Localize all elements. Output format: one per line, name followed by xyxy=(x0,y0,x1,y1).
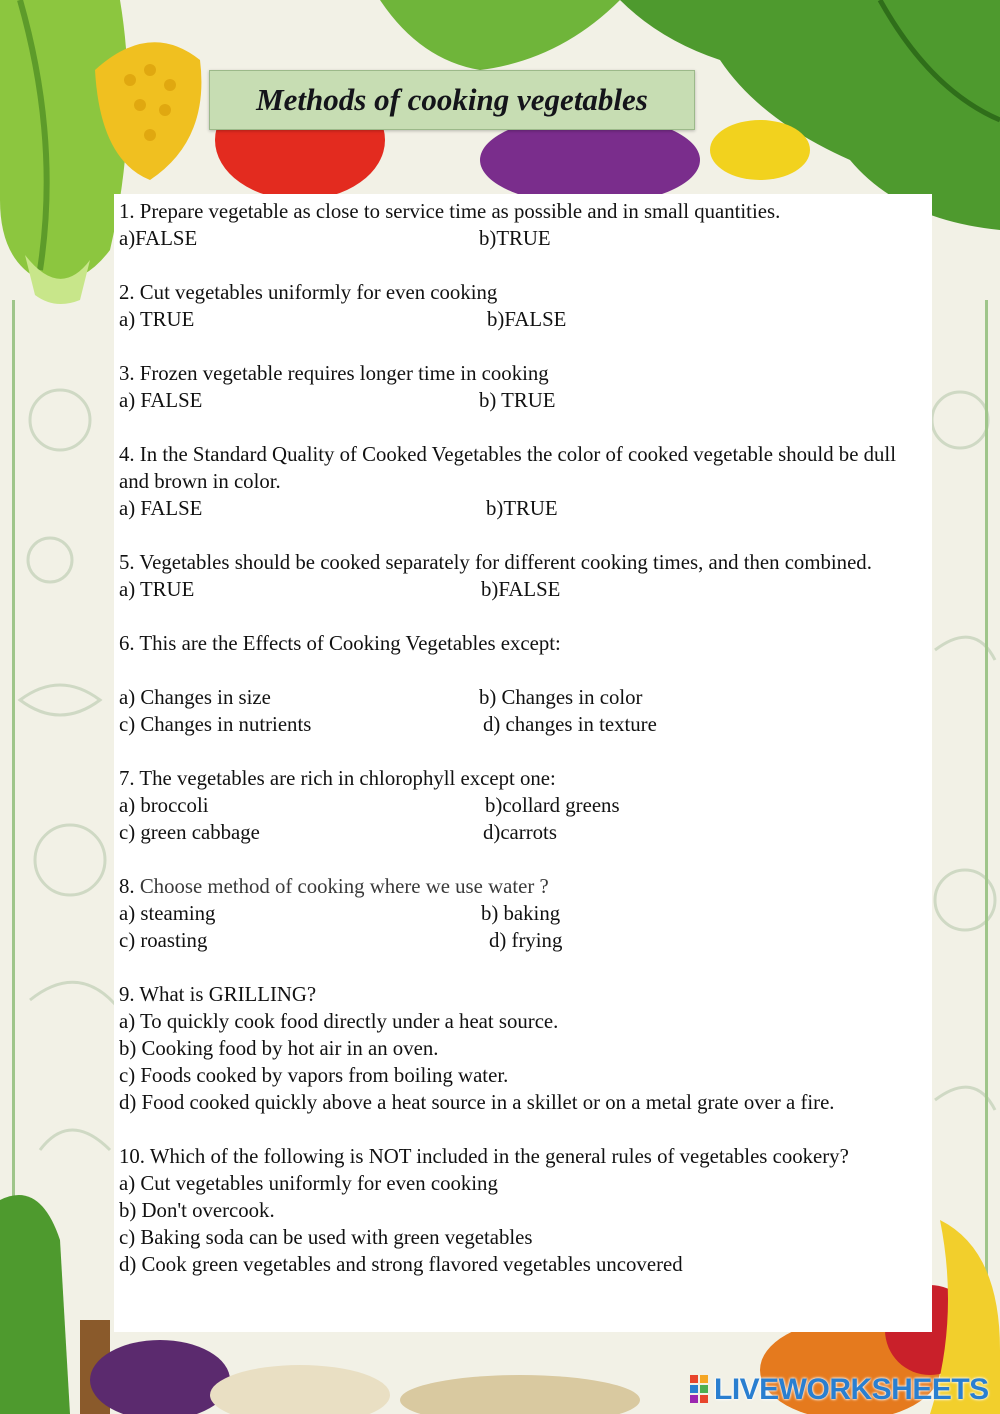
option-a[interactable]: a) Cut vegetables uniformly for even cooking xyxy=(119,1172,498,1195)
question-1 xyxy=(119,198,932,252)
option-b[interactable]: b)TRUE xyxy=(486,497,558,520)
question-text: 1. Prepare vegetable as close to service time as possible and in small quantities. xyxy=(119,200,781,223)
worksheet-body xyxy=(114,194,932,1332)
option-c[interactable]: c) green cabbage xyxy=(119,821,260,844)
option-c[interactable]: c) Changes in nutrients xyxy=(119,713,312,736)
option-d[interactable]: d) Food cooked quickly above a heat source in a skillet or on a metal grate over a fire. xyxy=(119,1091,835,1114)
question-text: 6. This are the Effects of Cooking Vegetables except: xyxy=(119,632,561,655)
question-text: 7. The vegetables are rich in chlorophyll except one: xyxy=(119,767,556,790)
option-c[interactable]: c) Foods cooked by vapors from boiling water. xyxy=(119,1064,509,1087)
option-a[interactable]: a) To quickly cook food directly under a heat source. xyxy=(119,1010,559,1033)
option-c[interactable]: c) roasting xyxy=(119,929,208,952)
question-8 xyxy=(119,873,932,954)
question-text: 3. Frozen vegetable requires longer time in cooking xyxy=(119,362,549,385)
question-2 xyxy=(119,279,932,333)
option-b[interactable]: b)collard greens xyxy=(485,794,620,817)
question-text: 5. Vegetables should be cooked separately for different cooking times, and then combined. xyxy=(119,551,872,574)
option-c[interactable]: c) Baking soda can be used with green vegetables xyxy=(119,1226,533,1249)
question-prompt: Choose method of cooking where we use water ? xyxy=(139,875,549,898)
option-d[interactable]: d)carrots xyxy=(483,821,557,844)
question-5 xyxy=(119,549,932,603)
option-a[interactable]: a)FALSE xyxy=(119,227,198,250)
option-b[interactable]: b) baking xyxy=(481,902,561,925)
option-b[interactable]: b) Cooking food by hot air in an oven. xyxy=(119,1037,439,1060)
question-10 xyxy=(119,1143,932,1278)
option-d[interactable]: d) frying xyxy=(489,929,563,952)
question-6 xyxy=(119,630,932,738)
option-b[interactable]: b) Don't overcook. xyxy=(119,1199,275,1222)
question-text: 10. Which of the following is NOT included in the general rules of vegetables cookery? xyxy=(119,1145,849,1168)
option-b[interactable]: b)TRUE xyxy=(479,227,551,250)
logo-squares-icon xyxy=(690,1375,708,1405)
option-a[interactable]: a) Changes in size xyxy=(119,686,271,709)
option-b[interactable]: b) TRUE xyxy=(479,389,556,412)
question-number: 8. xyxy=(119,875,135,898)
question-text: 9. What is GRILLING? xyxy=(119,983,317,1006)
liveworksheets-logo[interactable] xyxy=(690,1373,989,1407)
option-a[interactable]: a) FALSE xyxy=(119,389,203,412)
option-b[interactable]: b)FALSE xyxy=(487,308,567,331)
page-title: Methods of cooking vegetables xyxy=(256,82,648,117)
option-b[interactable]: b) Changes in color xyxy=(479,686,643,709)
option-a[interactable]: a) FALSE xyxy=(119,497,203,520)
logo-text: LIVEWORKSHEETS xyxy=(714,1373,989,1406)
option-d[interactable]: d) Cook green vegetables and strong flavored vegetables uncovered xyxy=(119,1253,683,1276)
option-d[interactable]: d) changes in texture xyxy=(483,713,657,736)
question-text xyxy=(119,873,932,900)
question-text: 2. Cut vegetables uniformly for even cooking xyxy=(119,281,498,304)
worksheet-title-banner xyxy=(209,70,695,130)
option-a[interactable]: a) TRUE xyxy=(119,578,195,601)
question-3 xyxy=(119,360,932,414)
question-4 xyxy=(119,441,932,522)
option-a[interactable]: a) steaming xyxy=(119,902,216,925)
question-9 xyxy=(119,981,932,1116)
option-a[interactable]: a) TRUE xyxy=(119,308,195,331)
option-b[interactable]: b)FALSE xyxy=(481,578,561,601)
option-a[interactable]: a) broccoli xyxy=(119,794,209,817)
question-text: 4. In the Standard Quality of Cooked Vegetables the color of cooked vegetable should be dull and brown in color. xyxy=(119,443,896,493)
question-7 xyxy=(119,765,932,846)
